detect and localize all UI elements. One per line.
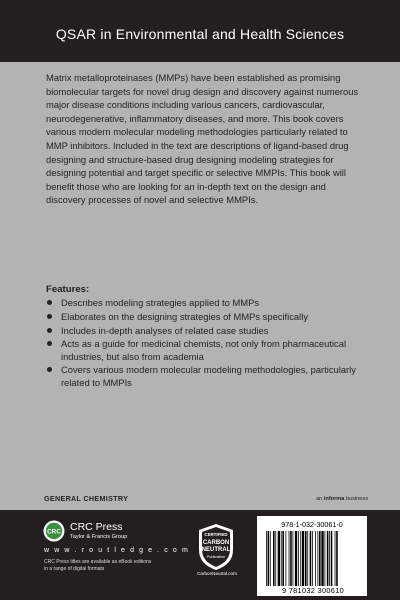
bullet-icon (47, 328, 52, 333)
publisher-group: Taylor & Francis Group (70, 534, 128, 540)
isbn-number: 978-1-032-30061-0 (281, 520, 343, 529)
subject-strip (0, 466, 400, 510)
feature-item (46, 297, 364, 309)
features-list (46, 297, 364, 391)
bullet-icon (47, 314, 52, 319)
crc-logo-icon (43, 520, 65, 542)
feature-item (46, 311, 364, 323)
carbon-certified: CERTIFIED (204, 532, 228, 537)
feature-text: Describes modeling strategies applied to MMPs (61, 297, 260, 308)
informa-prefix: an (316, 496, 324, 502)
carbon-line2: NEUTRAL (201, 547, 231, 553)
crc-logo-text: CRC (47, 528, 61, 536)
publisher-url: w w w . r o u t l e d g e . c o m (44, 547, 190, 554)
features-heading: Features: (46, 284, 90, 295)
feature-text: Elaborates on the designing strategies of MMPs specifically (61, 310, 309, 322)
subject-category: GENERAL CHEMISTRY (44, 494, 129, 503)
feature-text: Acts as a guide for medicinal chemists, not only from pharmaceutical industries, but also from academia (61, 338, 347, 362)
bullet-icon (47, 367, 52, 372)
publisher-name: CRC Press (70, 521, 123, 533)
feature-text: Covers various modern molecular modeling methodologies, particularly related to MMPIs (61, 364, 356, 388)
ean-digits: 9 781032 300610 (281, 586, 345, 595)
feature-item (46, 325, 364, 337)
feature-item (46, 364, 364, 389)
feature-item (46, 338, 364, 363)
bullet-icon (47, 341, 52, 346)
feature-text: Includes in-depth analyses of related case studies (61, 324, 269, 336)
barcode-icon (264, 531, 360, 586)
informa-brand: informa (323, 496, 345, 502)
carbon-neutral-badge-icon (195, 522, 237, 572)
informa-suffix: business (344, 496, 368, 502)
carbon-line1: CARBON (202, 540, 230, 546)
carbon-line3: Publication (206, 555, 226, 559)
series-title: QSAR in Environmental and Health Sciences (55, 26, 345, 42)
ebook-note: CRC Press titles are available as eBook editions in a range of digital formats (44, 559, 152, 572)
carbon-url: CarbonNeutral.com (197, 571, 237, 576)
book-description: Matrix metalloproteinases (MMPs) have been established as promising biomolecular targets for novel drug design and discovery against numerous major disease conditions including various cancers, cardiovascular, neurodegenerative, inflammatory diseases, and more. This book covers various modern molecular modeling methodologies particularly related to MMP inhibitors. Included in the text are descriptions of ligand-based drug designing and structure-based drug designing modeling strategies for designing potential and target specific or selective MMPIs. This book will benefit those who are looking for an in-depth text on the design and discovery processes of novel and selective MMPIs. (46, 72, 359, 206)
informa-tagline (316, 496, 368, 502)
bullet-icon (47, 300, 52, 305)
